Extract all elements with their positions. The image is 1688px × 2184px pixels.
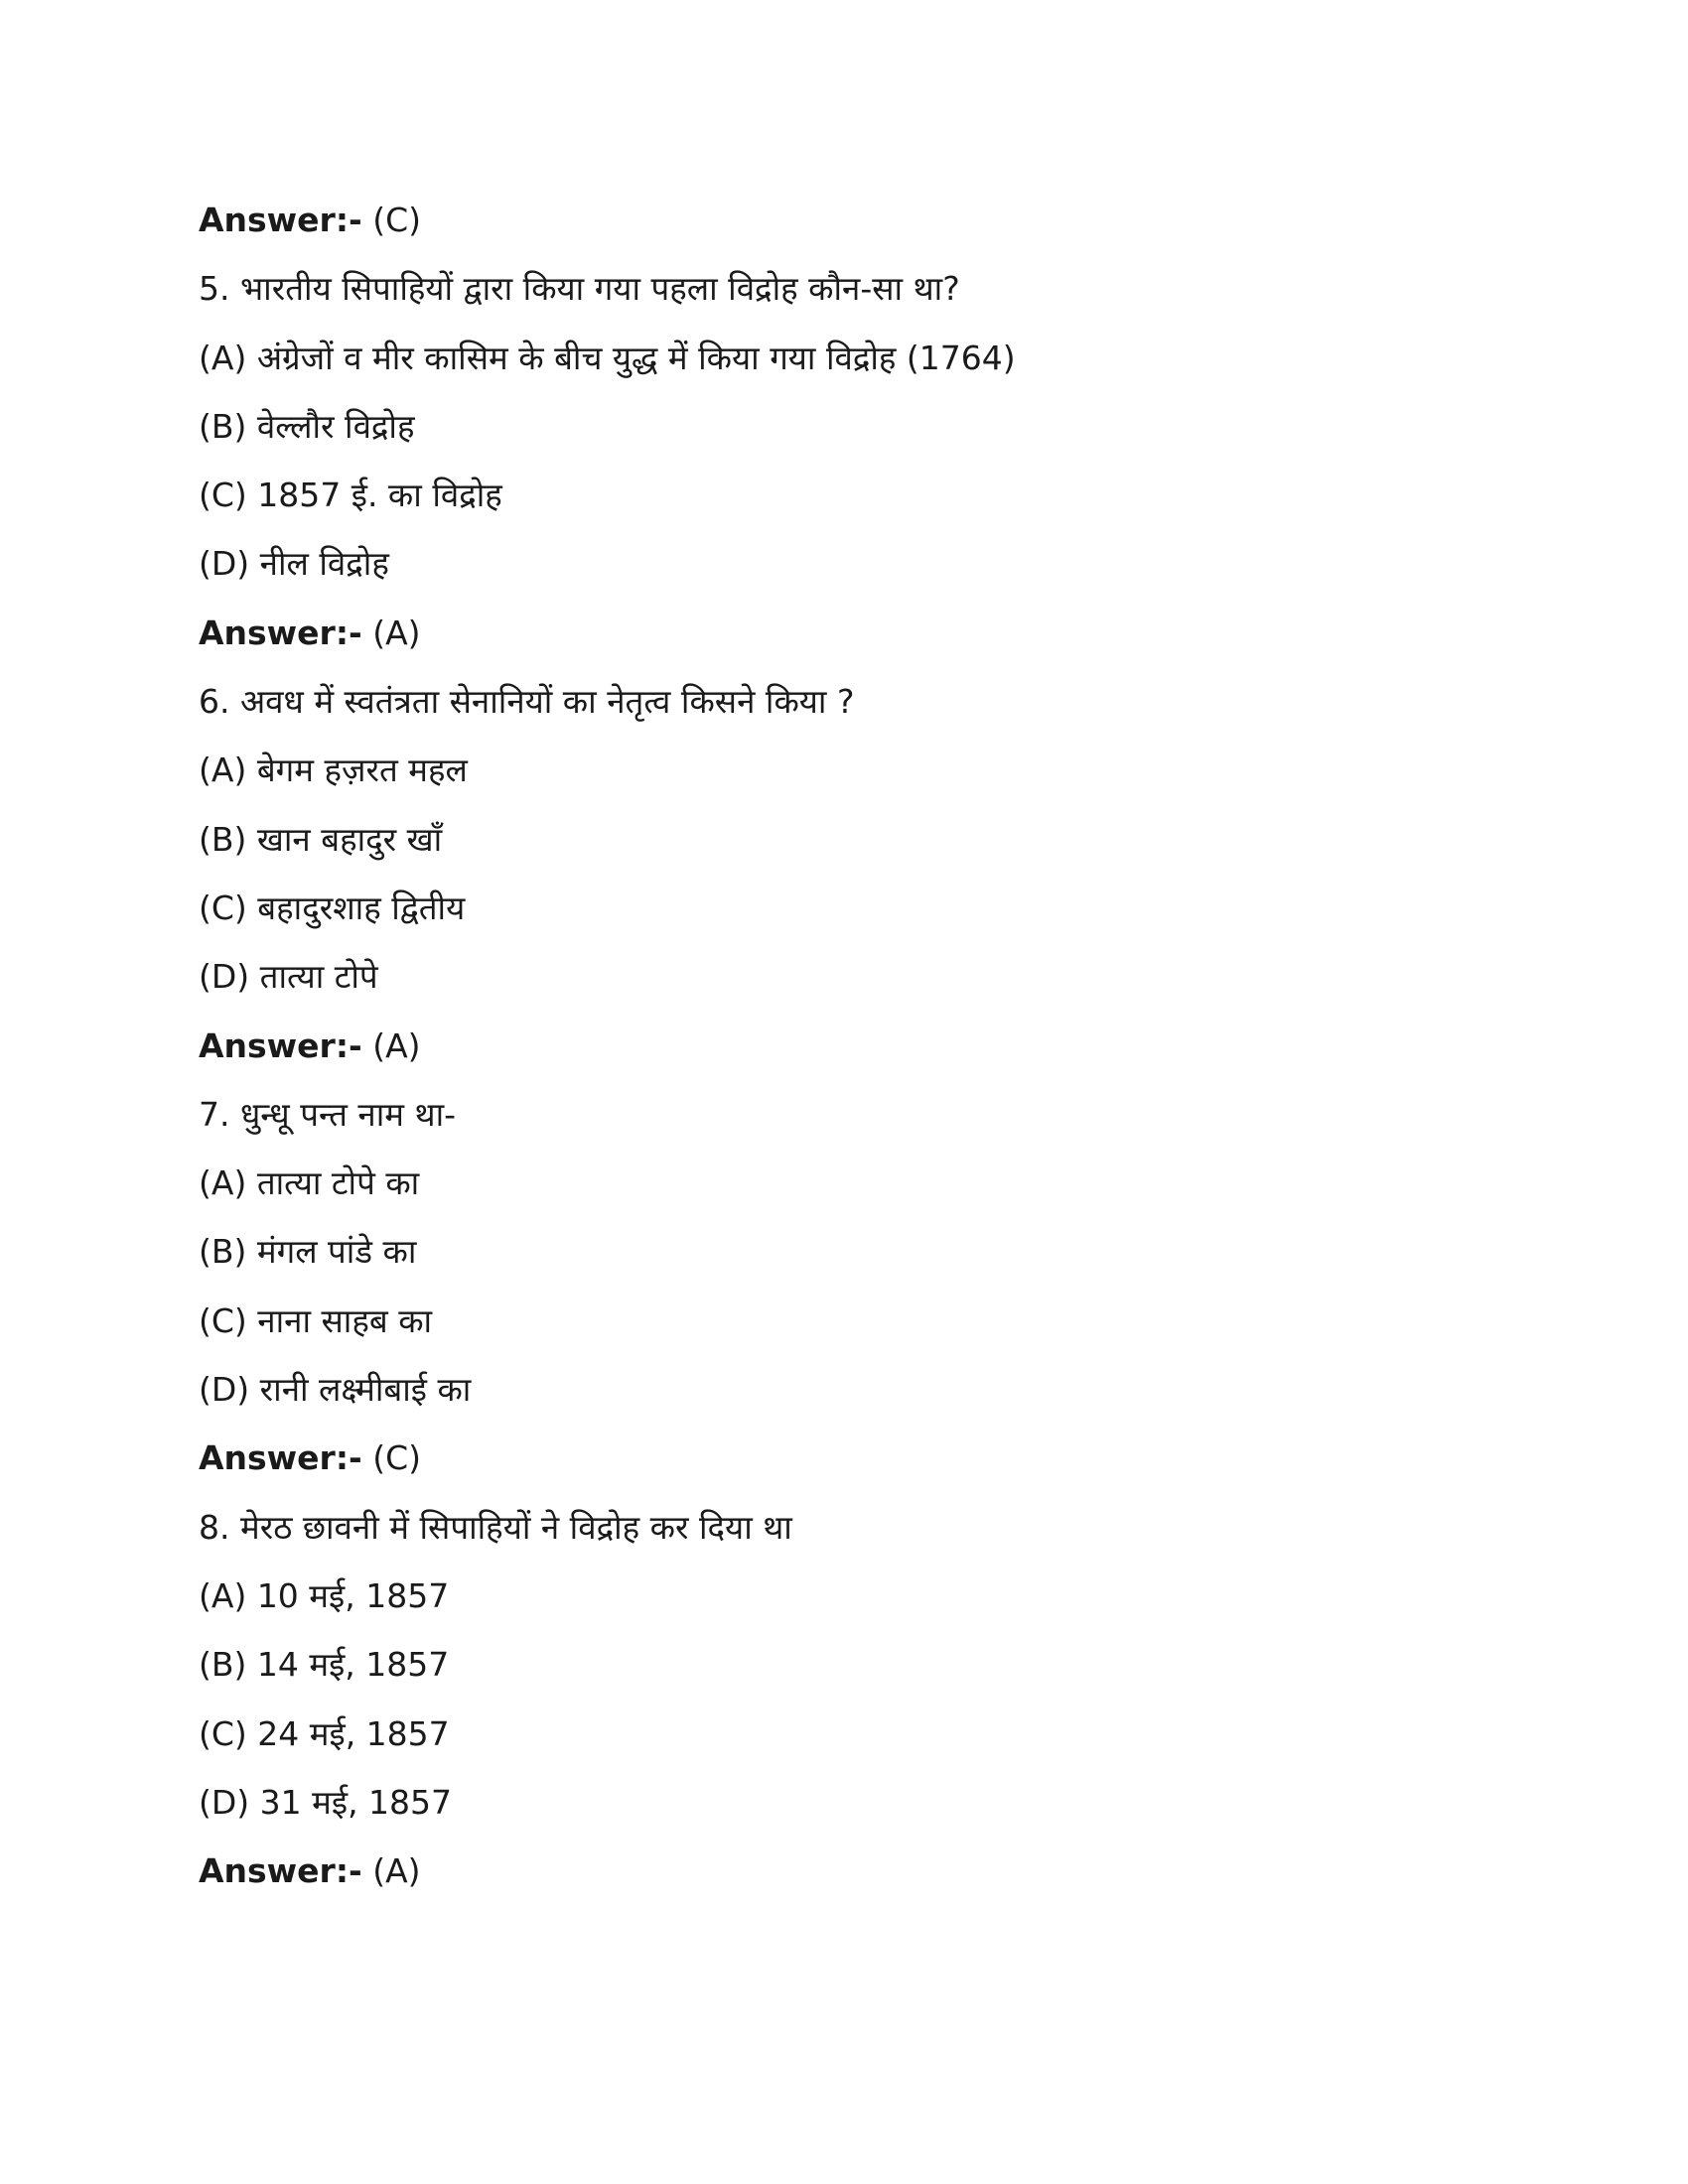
answer-value: (C) [372, 1438, 422, 1478]
quiz-content [199, 195, 1489, 1914]
question-text: 7. धुन्धू पन्त नाम था- [199, 1094, 457, 1134]
question-text: 5. भारतीय सिपाहियों द्वारा किया गया पहला विद्रोह कौन-सा था? [199, 269, 960, 309]
question-text: 6. अवध में स्वतंत्रता सेनानियों का नेतृत्व किसने किया ? [199, 682, 855, 722]
option-d: (D) रानी लक्ष्मीबाई का [199, 1370, 472, 1410]
option-b: (B) मंगल पांडे का [199, 1232, 417, 1272]
question-text: 8. मेरठ छावनी में सिपाहियों ने विद्रोह कर दिया था [199, 1507, 792, 1547]
answer-label: Answer:- [199, 1025, 362, 1065]
option-a: (A) बेगम हज़रत महल [199, 751, 468, 790]
answer-label: Answer:- [199, 1851, 362, 1891]
answer-value: (C) [372, 201, 422, 239]
option-c: (C) 1857 ई. का विद्रोह [199, 476, 502, 515]
answer-line [199, 1845, 1489, 1914]
answer-value: (A) [372, 1025, 421, 1065]
option-a: (A) 10 मई, 1857 [199, 1575, 450, 1615]
option-c: (C) बहादुरशाह द्वितीय [199, 887, 466, 927]
answer-line [199, 1433, 1489, 1501]
option-d: (D) तात्या टोपे [199, 957, 378, 997]
answer-value: (A) [372, 1851, 421, 1891]
option-b: (B) वेल्लौर विद्रोह [199, 406, 415, 446]
answer-line [199, 608, 1489, 676]
option-d: (D) नील विद्रोह [199, 544, 389, 584]
answer-line [199, 1021, 1489, 1089]
answer-label: Answer:- [199, 201, 362, 239]
option-c: (C) 24 मई, 1857 [199, 1713, 450, 1753]
option-a: (A) तात्या टोपे का [199, 1163, 420, 1203]
option-d: (D) 31 मई, 1857 [199, 1782, 453, 1822]
answer-value: (A) [372, 613, 421, 652]
option-a: (A) अंग्रेजों व मीर कासिम के बीच युद्ध में किया गया विद्रोह (1764) [199, 338, 1016, 377]
option-b: (B) 14 मई, 1857 [199, 1645, 450, 1685]
option-c: (C) नाना साहब का [199, 1300, 433, 1340]
option-b: (B) खान बहादुर खाँ [199, 819, 443, 859]
answer-line [199, 195, 1489, 263]
answer-label: Answer:- [199, 613, 362, 652]
answer-label: Answer:- [199, 1438, 362, 1478]
